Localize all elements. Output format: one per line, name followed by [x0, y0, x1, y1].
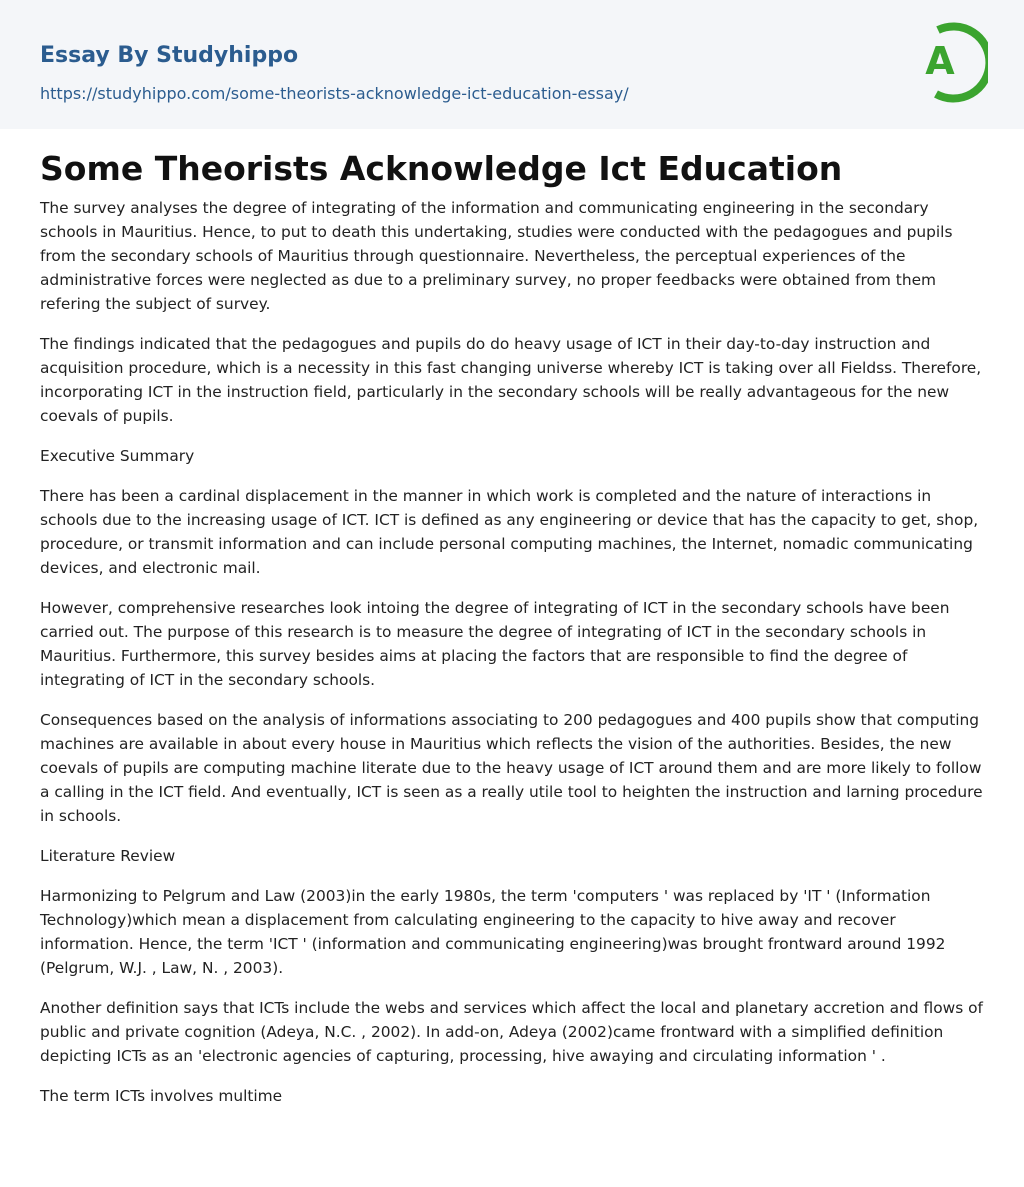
logo-letter: A: [925, 39, 955, 83]
studyhippo-logo-icon[interactable]: [912, 18, 988, 106]
paragraph-consequences: Consequences based on the analysis of informations associating to 200 pedagogues and 400 pupils show that computing machines are available in about every house in Mauritius which reflects the vision of the authorities. Besides, the new coevals of pupils are computing machine literate due to the heavy usage of ICT around them and are more likely to follow a calling in the ICT field. And eventually, ICT is seen as a really utile tool to heighten the instruction and larning procedure in schools.: [40, 711, 983, 825]
paragraph-displacement: There has been a cardinal displacement in the manner in which work is completed and the nature of interactions in schools due to the increasing usage of ICT. ICT is defined as any engineering or device that has the capacity to get, shop, procedure, or transmit information and can include personal computing machines, the Internet, nomadic communicating devices, and electronic mail.: [40, 487, 979, 577]
site-brand[interactable]: Essay By Studyhippo: [40, 43, 299, 68]
essay-url-link[interactable]: https://studyhippo.com/some-theorists-acknowledge-ict-education-essay/: [40, 84, 629, 103]
site-header: [0, 0, 1024, 129]
page-title: Some Theorists Acknowledge Ict Education: [40, 149, 843, 188]
paragraph-pelgrum-law: Harmonizing to Pelgrum and Law (2003)in the early 1980s, the term 'computers ' was replaced by 'IT ' (Information Technology)which mean a displacement from calculating engineering to the capacity to hive away and recover information. Hence, the term 'ICT ' (information and communicating engineering)was brought frontward around 1992 (Pelgrum, W.J. , Law, N. , 2003).: [40, 887, 946, 977]
paragraph-research-purpose: However, comprehensive researches look intoing the degree of integrating of ICT in the secondary schools have been carried out. The purpose of this research is to measure the degree of integrating of ICT in the secondary schools in Mauritius. Furthermore, this survey besides aims at placing the factors that are responsible to find the degree of integrating of ICT in the secondary schools.: [40, 599, 950, 689]
article-body: [0, 129, 1024, 1108]
section-heading-literature-review: Literature Review: [40, 847, 176, 865]
paragraph-adeya: Another definition says that ICTs include the webs and services which affect the local and planetary accretion and flows of public and private cognition (Adeya, N.C. , 2002). In add-on, Adeya (2002)came frontward with a simplified definition depicting ICTs as an 'electronic agencies of capturing, processing, hive awaying and circulating information ' .: [40, 999, 983, 1065]
paragraph-truncated: The term ICTs involves multime: [40, 1087, 283, 1105]
paragraph-intro: The survey analyses the degree of integrating of the information and communicating engineering in the secondary schools in Mauritius. Hence, to put to death this undertaking, studies were conducted with the pedagogues and pupils from the secondary schools of Mauritius through questionnaire. Nevertheless, the perceptual experiences of the administrative forces were neglected as due to a preliminary survey, no proper feedbacks were obtained from them refering the subject of survey.: [40, 199, 953, 313]
section-heading-executive-summary: Executive Summary: [40, 447, 195, 465]
paragraph-findings: The findings indicated that the pedagogues and pupils do do heavy usage of ICT in their day-to-day instruction and acquisition procedure, which is a necessity in this fast changing universe whereby ICT is taking over all Fieldss. Therefore, incorporating ICT in the instruction field, particularly in the secondary schools will be really advantageous for the new coevals of pupils.: [40, 335, 982, 425]
